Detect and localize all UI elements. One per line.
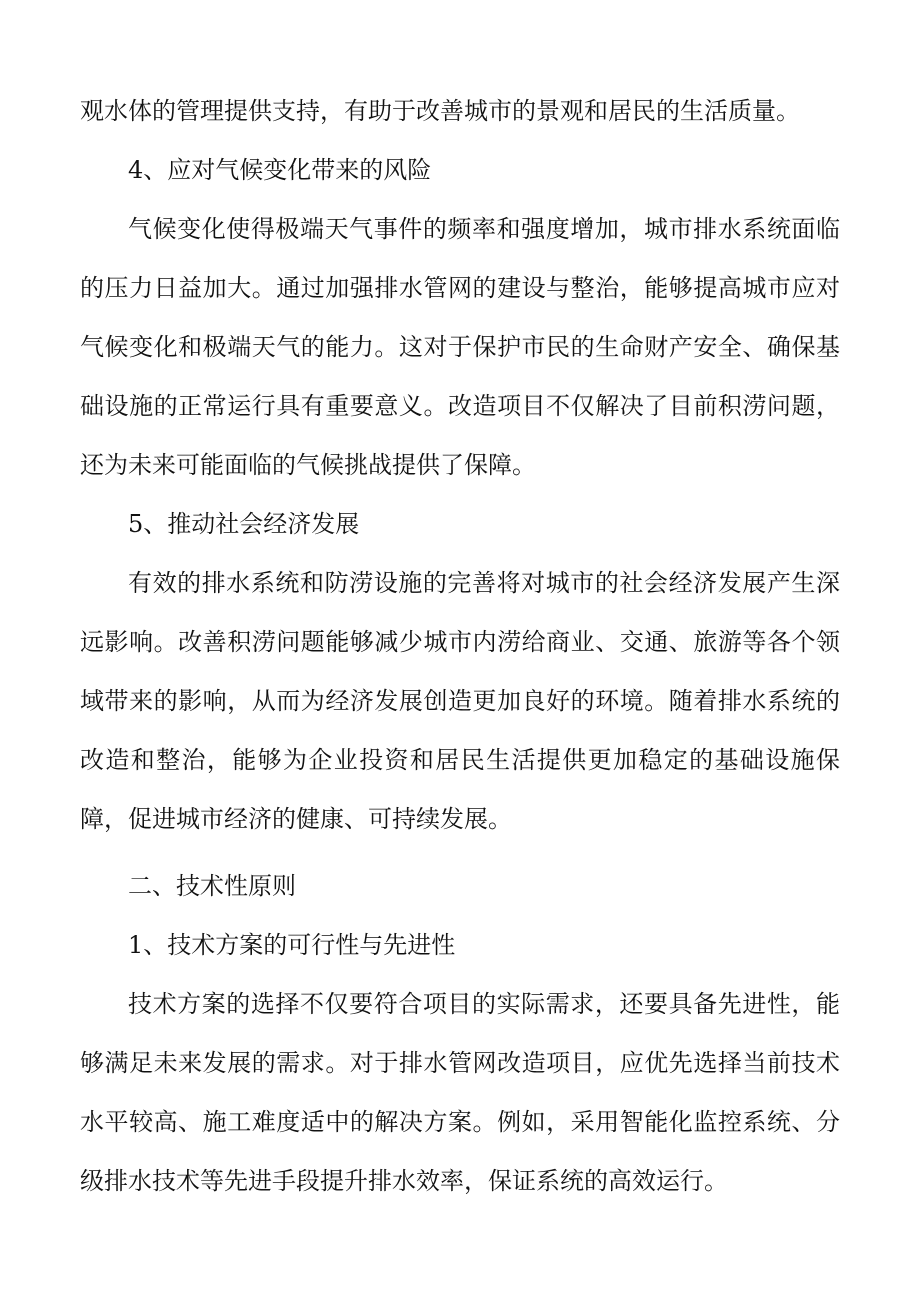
paragraph-socioeconomic: 有效的排水系统和防涝设施的完善将对城市的社会经济发展产生深远影响。改善积涝问题能够减少城市内涝给商业、交通、旅游等各个领域带来的影响，从而为经济发展创造更加良好的环境。随着排水系统的改造和整治，能够为企业投资和居民生活提供更加稳定的基础设施保障，促进城市经济的健康、可持续发展。 bbox=[80, 569, 840, 833]
heading-feasibility: 1、技术方案的可行性与先进性 bbox=[128, 931, 456, 959]
section-heading-technical-principles: 二、技术性原则 bbox=[128, 872, 296, 900]
document-body bbox=[80, 82, 840, 1211]
section-gap bbox=[80, 849, 840, 857]
heading-climate-risk: 4、应对气候变化带来的风险 bbox=[128, 156, 432, 184]
paragraph-continuation: 观水体的管理提供支持，有助于改善城市的景观和居民的生活质量。 bbox=[80, 97, 800, 125]
paragraph-climate-risk: 气候变化使得极端天气事件的频率和强度增加，城市排水系统面临的压力日益加大。通过加强排水管网的建设与整治，能够提高城市应对气候变化和极端天气的能力。这对于保护市民的生命财产安全、确保基础设施的正常运行具有重要意义。改造项目不仅解决了目前积涝问题，还为未来可能面临的气候挑战提供了保障。 bbox=[80, 215, 840, 479]
heading-socioeconomic: 5、推动社会经济发展 bbox=[128, 510, 360, 538]
paragraph-feasibility: 技术方案的选择不仅要符合项目的实际需求，还要具备先进性，能够满足未来发展的需求。对于排水管网改造项目，应优先选择当前技术水平较高、施工难度适中的解决方案。例如，采用智能化监控系统、分级排水技术等先进手段提升排水效率，保证系统的高效运行。 bbox=[80, 990, 840, 1195]
